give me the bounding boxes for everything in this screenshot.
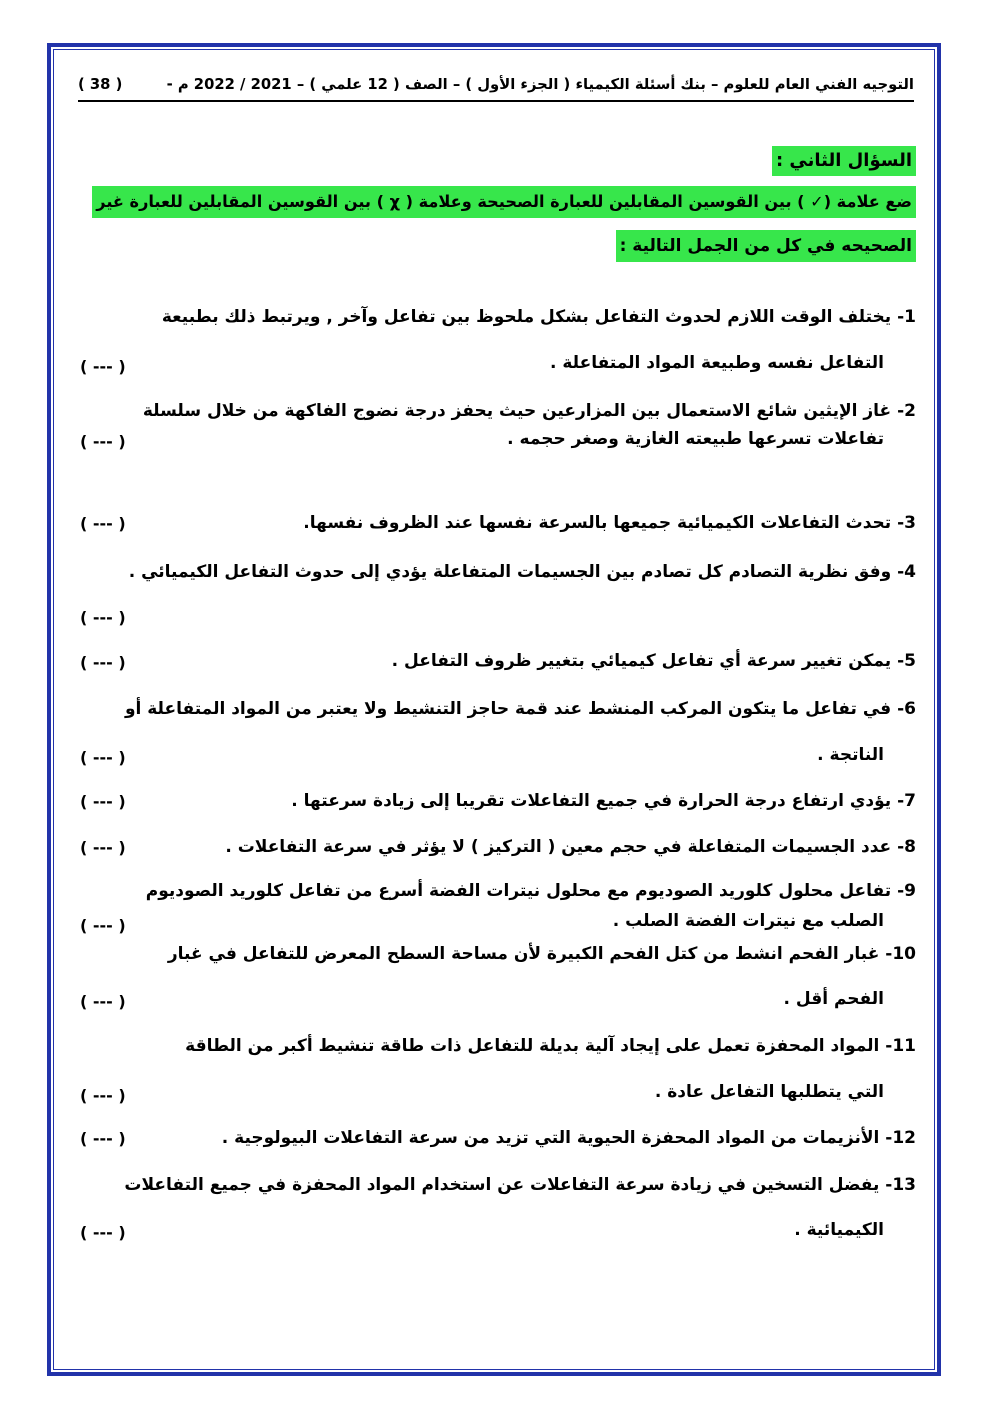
question-text: غبار الفحم انشط من كتل الفحم الكبيرة لأن مساحة السطح المعرض للتفاعل في غبار <box>167 944 880 964</box>
answer-box[interactable]: ( --- ) <box>80 357 126 376</box>
question-number: 9- <box>897 881 916 901</box>
question-item <box>185 1032 916 1060</box>
question-text: عدد الجسيمات المتفاعلة في حجم معين ( التركيز ) لا يؤثر في سرعة التفاعلات . <box>225 837 892 857</box>
answer-box[interactable]: ( --- ) <box>80 916 126 935</box>
question-text: يختلف الوقت اللازم لحدوث التفاعل بشكل ملحوظ بين تفاعل وآخر , ويرتبط ذلك بطبيعة <box>161 307 892 327</box>
answer-box[interactable]: ( --- ) <box>80 514 126 533</box>
question-number: 4- <box>897 562 916 582</box>
answer-box[interactable]: ( --- ) <box>80 992 126 1011</box>
question-text-cont: الكيميائية . <box>794 1220 884 1240</box>
question-number: 6- <box>897 699 916 719</box>
question-text: يؤدي ارتفاع درجة الحرارة في جميع التفاعلات تقريبا إلى زيادة سرعتها . <box>291 791 892 811</box>
question-item <box>143 397 916 425</box>
answer-box[interactable]: ( --- ) <box>80 653 126 672</box>
question-number: 7- <box>897 791 916 811</box>
question-item <box>291 787 916 815</box>
question-item <box>303 509 916 537</box>
question-text: وفق نظرية التصادم كل تصادم بين الجسيمات المتفاعلة يؤدي إلى حدوث التفاعل الكيميائي . <box>128 562 892 582</box>
question-number: 2- <box>897 401 916 421</box>
question-text-cont: التفاعل نفسه وطبيعة المواد المتفاعلة . <box>549 353 884 373</box>
question-text-cont: الفحم أقل . <box>783 989 884 1009</box>
question-text-cont: الصلب مع نيترات الفضة الصلب . <box>612 911 884 931</box>
instruction-line-1: ضع علامة (✓ ) بين القوسين المقابلين للعبارة الصحيحة وعلامة ( χ ) بين القوسين المقابلين للعبارة غير <box>92 186 916 218</box>
question-number: 1- <box>897 307 916 327</box>
page-number: ( 38 ) <box>78 76 123 93</box>
answer-box[interactable]: ( --- ) <box>80 1129 126 1148</box>
question-text-cont: تفاعلات تسرعها طبيعته الغازية وصغر حجمه . <box>507 429 884 449</box>
question-number: 11- <box>885 1036 916 1056</box>
question-text: في تفاعل ما يتكون المركب المنشط عند قمة حاجز التنشيط ولا يعتبر من المواد المتفاعلة أو <box>124 699 892 719</box>
question-item <box>125 695 916 723</box>
question-item <box>225 833 916 861</box>
question-text-cont: التي يتطلبها التفاعل عادة . <box>654 1082 884 1102</box>
question-item <box>392 647 916 675</box>
question-text: تفاعل محلول كلوريد الصوديوم مع محلول نيترات الفضة أسرع من تفاعل كلوريد الصوديوم <box>145 881 892 901</box>
question-number: 3- <box>897 513 916 533</box>
question-number: 10- <box>885 944 916 964</box>
header-text: التوجيه الفني العام للعلوم – بنك أسئلة الكيمياء ( الجزء الأول ) – الصف ( 12 علمي ) – 2021 / 2022 م - <box>166 76 914 93</box>
question-text: تحدث التفاعلات الكيميائية جميعها بالسرعة نفسها عند الظروف نفسها. <box>303 513 892 533</box>
question-text: غاز الإيثين شائع الاستعمال بين المزارعين حيث يحفز درجة نضوج الفاكهة من خلال سلسلة <box>142 401 892 421</box>
question-text: الأنزيمات من المواد المحفزة الحيوية التي تزيد من سرعة التفاعلات البيولوجية . <box>221 1128 880 1148</box>
question-number: 5- <box>897 651 916 671</box>
page-header <box>78 72 914 102</box>
answer-box[interactable]: ( --- ) <box>80 608 126 627</box>
question-item <box>222 1124 916 1152</box>
question-text: المواد المحفزة تعمل على إيجاد آلية بديلة للتفاعل ذات طاقة تنشيط أكبر من الطاقة <box>185 1036 880 1056</box>
question-text-cont: الناتجة . <box>817 745 884 765</box>
question-text: يفضل التسخين في زيادة سرعة التفاعلات عن استخدام المواد المحفزة في جميع التفاعلات <box>124 1175 880 1195</box>
question-number: 12- <box>885 1128 916 1148</box>
question-item <box>146 877 916 905</box>
answer-box[interactable]: ( --- ) <box>80 748 126 767</box>
question-number: 13- <box>885 1175 916 1195</box>
answer-box[interactable]: ( --- ) <box>80 1223 126 1242</box>
answer-box[interactable]: ( --- ) <box>80 1086 126 1105</box>
answer-box[interactable]: ( --- ) <box>80 792 126 811</box>
question-item <box>168 940 916 968</box>
question-text: يمكن تغيير سرعة أي تفاعل كيميائي بتغيير ظروف التفاعل . <box>391 651 892 671</box>
question-number: 8- <box>897 837 916 857</box>
question-item <box>124 1171 916 1199</box>
question-item <box>129 558 916 586</box>
answer-box[interactable]: ( --- ) <box>80 432 126 451</box>
question-item <box>162 303 916 331</box>
answer-box[interactable]: ( --- ) <box>80 838 126 857</box>
instruction-line-2: الصحيحه في كل من الجمل التالية : <box>616 230 916 262</box>
section-title: السؤال الثاني : <box>772 146 916 176</box>
